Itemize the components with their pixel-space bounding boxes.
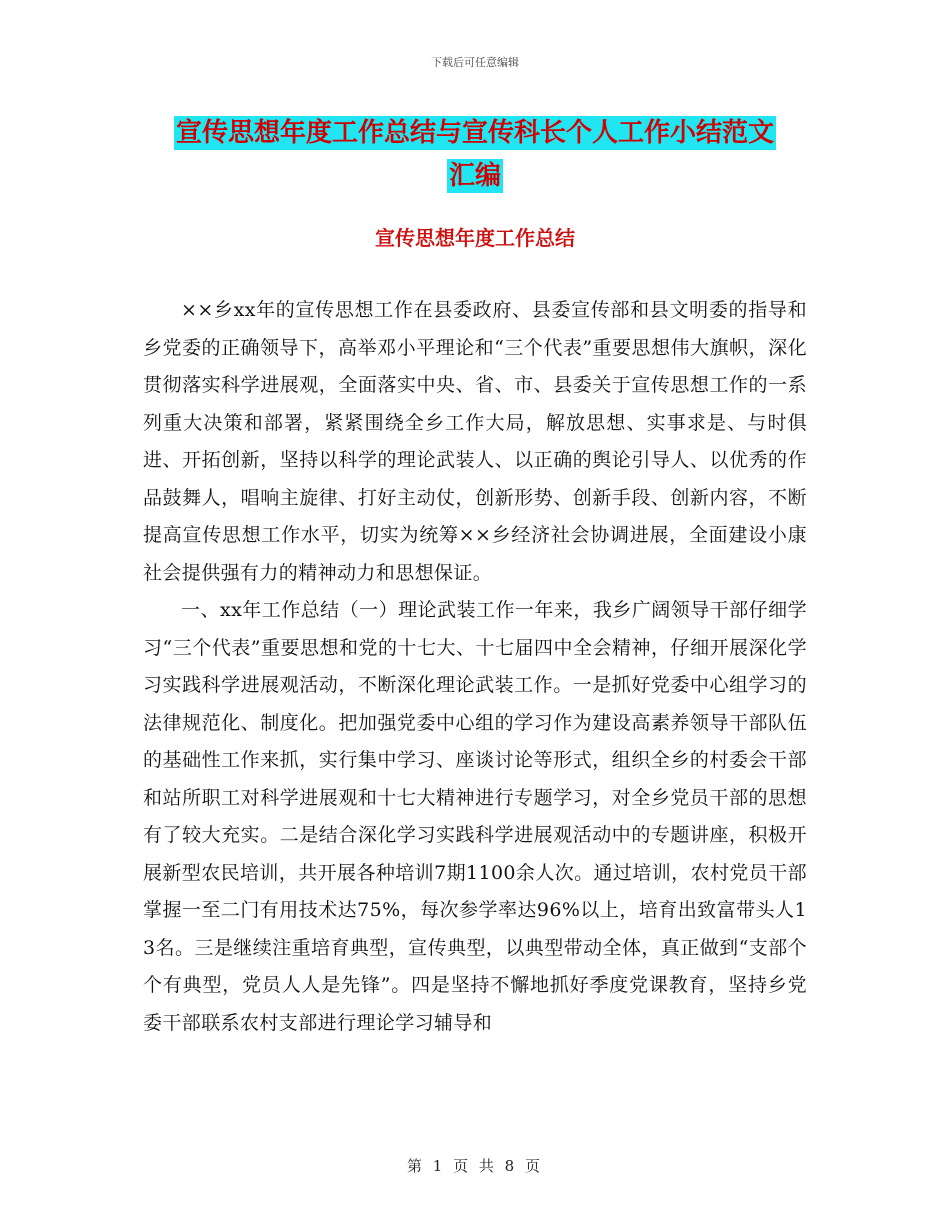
document-title-line-2: 汇编 bbox=[448, 161, 501, 191]
document-title-line-1: 宣传思想年度工作总结与宣传科长个人工作小结范文 bbox=[175, 118, 774, 148]
page-footer: 第 1 页 共 8 页 bbox=[407, 1157, 543, 1175]
header-note: 下载后可任意编辑 bbox=[431, 56, 519, 69]
paragraph-theory-work: 一、xx年工作总结（一）理论武装工作一年来，我乡广阔领导干部仔细学习“三个代表”重要思想和党的十七大、十七届四中全会精神，仔细开展深化学习实践科学进展观活动，不断深化理论武装工作。一是抓好党委中心组学习的法律规范化、制度化。把加强党委中心组的学习作为建设高素养领导干部队伍的基础性工作来抓，实行集中学习、座谈讨论等形式，组织全乡的村委会干部和站所职工对科学进展观和十七大精神进行专题学习，对全乡党员干部的思想有了较大充实。二是结合深化学习实践科学进展观活动中的专题讲座，积极开展新型农民培训，共开展各种培训7期1100余人次。通过培训，农村党员干部掌握一至二门有用技术达75%，每次参学率达96%以上，培育出致富带头人13名。三是继续注重培育典型，宣传典型，以典型带动全体，真正做到“支部个个有典型，党员人人是先锋”。四是坚持不懈地抓好季度党课教育，坚持乡党委干部联系农村支部进行理论学习辅导和 bbox=[143, 599, 807, 1034]
paragraph-intro: ××乡xx年的宣传思想工作在县委政府、县委宣传部和县文明委的指导和乡党委的正确领导下，高举邓小平理论和“三个代表”重要思想伟大旗帜，深化贯彻落实科学进展观，全面落实中央、省、市、县委关于宣传思想工作的一系列重大决策和部署，紧紧围绕全乡工作大局，解放思想、实事求是、与时俱进、开拓创新，坚持以科学的理论武装人、以正确的舆论引导人、以优秀的作品鼓舞人，唱响主旋律、打好主动仗，创新形势、创新手段、创新内容，不断提高宣传思想工作水平，切实为统筹××乡经济社会协调进展，全面建设小康社会提供强有力的精神动力和思想保证。 bbox=[143, 299, 807, 584]
document-title bbox=[140, 112, 810, 198]
section-title: 宣传思想年度工作总结 bbox=[375, 226, 575, 250]
body-text bbox=[143, 292, 807, 1042]
